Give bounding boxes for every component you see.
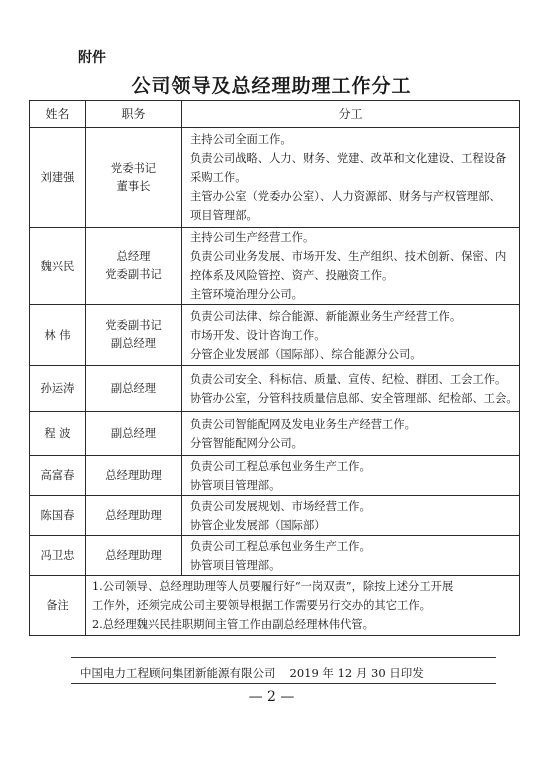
table-row <box>30 228 520 305</box>
person-name: 陈国春 <box>30 496 86 536</box>
header-role: 职务 <box>86 101 182 128</box>
table-body <box>30 128 520 636</box>
duty-line: 协管项目管理部。 <box>190 478 281 492</box>
person-name: 刘建强 <box>30 128 86 228</box>
table-header-row <box>30 101 520 128</box>
person-role <box>86 496 182 536</box>
person-duties <box>182 128 520 228</box>
person-role <box>86 128 182 228</box>
note-line: 2.总经理魏兴民挂职期间主管工作由副总经理林伟代管。 <box>92 618 374 631</box>
header-duty: 分工 <box>182 101 520 128</box>
duty-line: 协管企业发展部（国际部） <box>190 518 326 532</box>
person-name: 冯卫忠 <box>30 536 86 576</box>
duty-line: 市场开发、设计咨询工作。 <box>190 328 326 342</box>
header-name: 姓名 <box>30 101 86 128</box>
table-row <box>30 128 520 228</box>
footer-bottom-rule <box>71 683 496 684</box>
person-name: 魏兴民 <box>30 228 86 305</box>
person-duties <box>182 412 520 456</box>
role-line: 总经理助理 <box>105 468 162 482</box>
role-line: 董事长 <box>116 179 151 193</box>
role-line: 总经理 <box>116 250 151 263</box>
person-name: 程 波 <box>30 412 86 456</box>
duty-line: 负责公司工程总承包业务生产工作。 <box>190 539 371 553</box>
duty-line: 负责公司业务发展、市场开发、生产组织、技术创新、保密、内 <box>190 250 507 263</box>
table-row <box>30 305 520 366</box>
role-line: 党委书记 <box>110 161 157 175</box>
person-duties <box>182 305 520 366</box>
role-line: 副总经理 <box>110 337 157 350</box>
person-role <box>86 305 182 366</box>
table-row <box>30 536 520 576</box>
table-row <box>30 366 520 412</box>
footer-organization: 中国电力工程顾问集团新能源有限公司 <box>80 666 276 680</box>
duty-line: 主持公司全面工作。 <box>190 133 292 146</box>
role-line: 党委副书记 <box>105 319 162 332</box>
duty-line: 负责公司法律、综合能源、新能源业务生产经营工作。 <box>190 309 462 323</box>
person-duties <box>182 456 520 496</box>
duty-line: 主持公司生产经营工作。 <box>190 231 315 244</box>
person-duties <box>182 536 520 576</box>
duty-line: 采购工作。 <box>190 171 247 184</box>
duty-line: 负责公司工程总承包业务生产工作。 <box>190 459 371 473</box>
duty-line: 分管智能配网分公司。 <box>190 436 303 450</box>
duty-line: 主管办公室（党委办公室）、人力资源部、财务与产权管理部、 <box>190 190 501 203</box>
table-row <box>30 412 520 456</box>
document-title: 公司领导及总经理助理工作分工 <box>131 75 412 97</box>
role-line: 总经理助理 <box>105 508 162 522</box>
notes-content <box>86 576 520 636</box>
footer-line <box>80 665 424 681</box>
role-line: 副总经理 <box>110 426 157 440</box>
page-number: — 2 — <box>248 689 295 705</box>
person-role <box>86 228 182 305</box>
note-line: 工作外，还须完成公司主要领导根据工作需要另行交办的其它工作。 <box>92 599 431 612</box>
person-role <box>86 456 182 496</box>
role-line: 副总经理 <box>110 381 157 395</box>
person-duties <box>182 228 520 305</box>
person-duties <box>182 496 520 536</box>
role-line: 总经理助理 <box>105 548 162 562</box>
duty-line: 项目管理部。 <box>190 209 258 222</box>
duty-table <box>29 100 520 636</box>
duty-line: 主管环境治理分公司。 <box>190 288 303 301</box>
role-line: 党委副书记 <box>105 268 162 281</box>
note-line: 1.公司领导、总经理助理等人员要履行好“一岗双责”，除按上述分工开展 <box>92 580 454 593</box>
duty-line: 负责公司发展规划、市场经营工作。 <box>190 499 371 513</box>
person-role <box>86 366 182 412</box>
attachment-label: 附件 <box>78 50 106 66</box>
table-row <box>30 496 520 536</box>
person-duties <box>182 366 520 412</box>
duty-line: 协管项目管理部。 <box>190 558 281 572</box>
notes-row <box>30 576 520 636</box>
person-name: 林 伟 <box>30 305 86 366</box>
duty-line: 协管办公室，分管科技质量信息部、安全管理部、纪检部、工会。 <box>190 391 518 405</box>
notes-label: 备注 <box>30 576 86 636</box>
duty-line: 控体系及风险管控、资产、投融资工作。 <box>190 269 394 282</box>
person-role <box>86 536 182 576</box>
person-role <box>86 412 182 456</box>
footer-top-rule <box>71 657 496 658</box>
duty-line: 分管企业发展部（国际部）、综合能源分公司。 <box>190 347 422 361</box>
table-row <box>30 456 520 496</box>
duty-line: 负责公司安全、科标信、质量、宣传、纪检、群团、工会工作。 <box>190 372 507 386</box>
person-name: 孙运涛 <box>30 366 86 412</box>
duty-line: 负责公司智能配网及发电业务生产经营工作。 <box>190 417 416 431</box>
footer-date: 2019 年 12 月 30 日印发 <box>289 666 424 680</box>
duty-line: 负责公司战略、人力、财务、党建、改革和文化建设、工程设备 <box>190 152 507 165</box>
person-name: 高富春 <box>30 456 86 496</box>
